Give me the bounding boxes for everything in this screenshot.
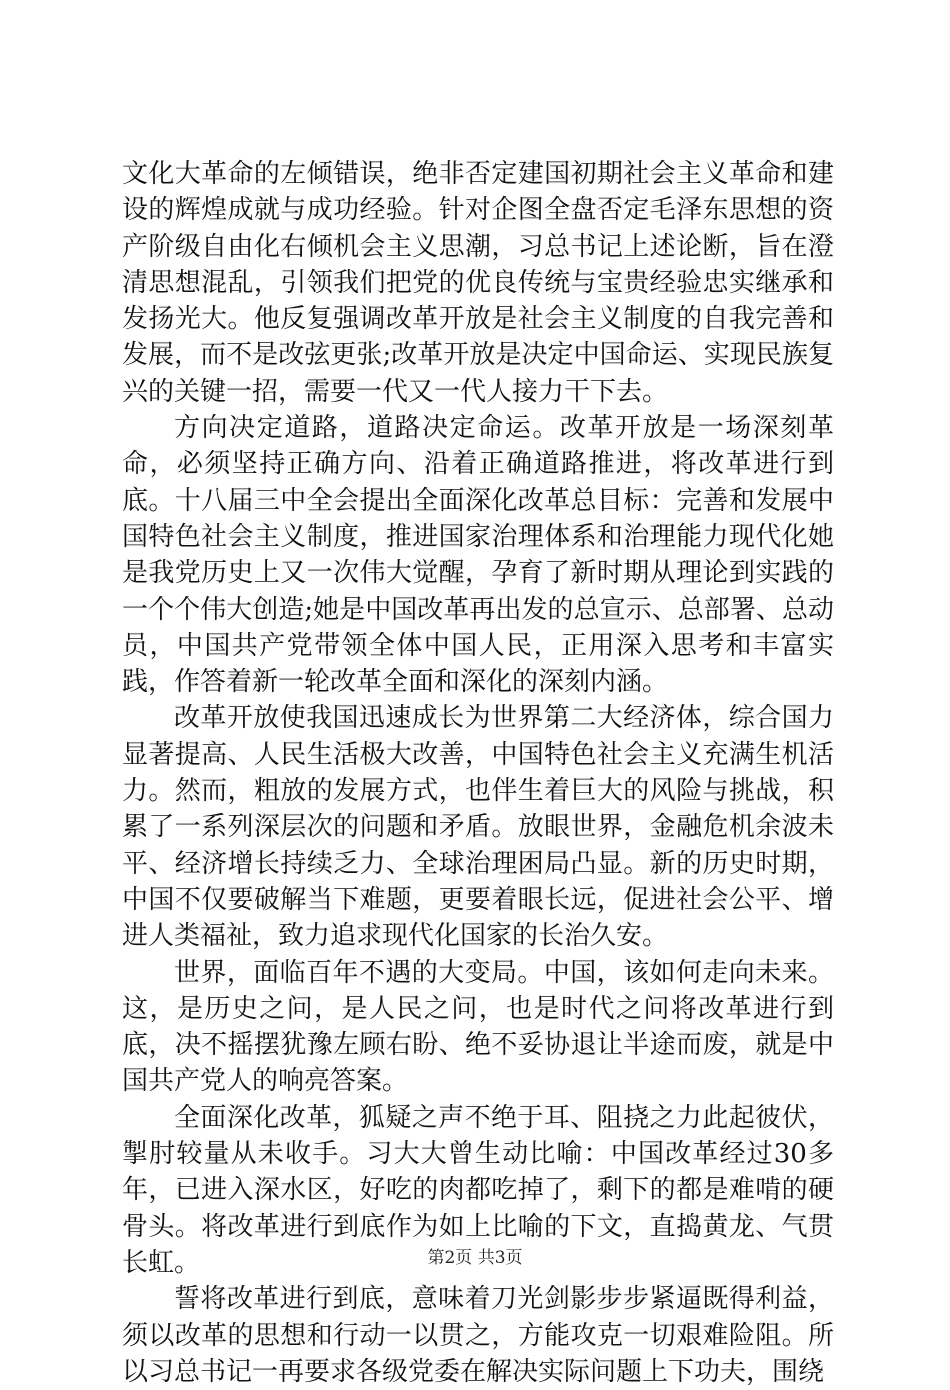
paragraph: 方向决定道路，道路决定命运。改革开放是一场深刻革命，必须坚持正确方向、沿着正确道路推进，将改革进行到底。十八届三中全会提出全面深化改革总目标：完善和发展中国特色社会主义制度，推进国家治理体系和治理能力现代化她是我党历史上又一次伟大觉醒，孕育了新时期从理论到实践的一个个伟大创造;她是中国改革再出发的总宣示、总部署、总动员，中国共产党带领全体中国人民，正用深入思考和丰富实践，作答着新一轮改革全面和深化的深刻内涵。 — [122, 413, 834, 698]
page-footer — [0, 1243, 950, 1268]
page-number-label: 第2页 共3页 — [427, 1248, 523, 1268]
body-text — [122, 156, 834, 1390]
paragraph: 改革开放使我国迅速成长为世界第二大经济体，综合国力显著提高、人民生活极大改善，中国特色社会主义充满生机活力。然而，粗放的发展方式，也伴生着巨大的风险与挑战，积累了一系列深层次的问题和矛盾。放眼世界，金融危机余波未平、经济增长持续乏力、全球治理困局凸显。新的历史时期，中国不仅要破解当下难题，更要着眼长远，促进社会公平、增进人类福祉，致力追求现代化国家的长治久安。 — [122, 703, 834, 952]
paragraph: 文化大革命的左倾错误，绝非否定建国初期社会主义革命和建设的辉煌成就与成功经验。针对企图全盘否定毛泽东思想的资产阶级自由化右倾机会主义思潮，习总书记上述论断，旨在澄清思想混乱，引领我们把党的优良传统与宝贵经验忠实继承和发扬光大。他反复强调改革开放是社会主义制度的自我完善和发展，而不是改弦更张;改革开放是决定中国命运、实现民族复兴的关键一招，需要一代又一代人接力干下去。 — [122, 159, 834, 407]
paragraph: 誓将改革进行到底，意味着刀光剑影步步紧逼既得利益，须以改革的思想和行动一以贯之，方能攻克一切艰难险阻。所以习总书记一再要求各级党委在解决实际问题上下功夫，围绕 — [122, 1284, 834, 1387]
paragraph: 世界，面临百年不遇的大变局。中国，该如何走向未来。这，是历史之问，是人民之问，也是时代之问将改革进行到底，决不摇摆犹豫左顾右盼、绝不妥协退让半途而废，就是中国共产党人的响亮答案。 — [122, 957, 834, 1097]
paragraph: 全面深化改革，狐疑之声不绝于耳、阻挠之力此起彼伏，掣肘较量从未收手。习大大曾生动比喻：中国改革经过30多年，已进入深水区，好吃的肉都吃掉了，剩下的都是难啃的硬骨头。将改革进行到底作为如上比喻的下文，直捣黄龙、气贯长虹。 — [122, 1102, 834, 1278]
